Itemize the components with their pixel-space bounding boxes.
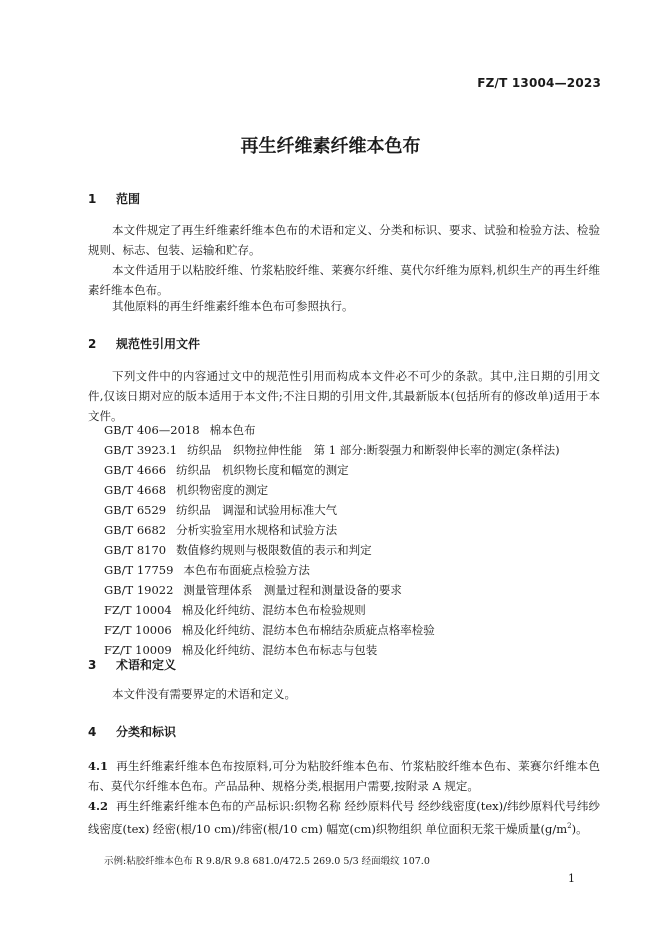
clause-number: 4.2 bbox=[88, 799, 109, 813]
reference-item bbox=[104, 560, 560, 580]
reference-code: FZ/T 10009 bbox=[104, 643, 172, 657]
reference-code: GB/T 3923.1 bbox=[104, 443, 178, 457]
section-1-paragraph-1: 本文件规定了再生纤维素纤维本色布的术语和定义、分类和标识、要求、试验和检验方法、检验规则、标志、包装、运输和贮存。 bbox=[88, 223, 600, 257]
reference-item bbox=[104, 620, 560, 640]
reference-title: 棉及化纤纯纺、混纺本色布检验规则 bbox=[181, 603, 366, 617]
standard-code: FZ/T 13004—2023 bbox=[477, 76, 601, 90]
reference-item bbox=[104, 520, 560, 540]
reference-title: 棉及化纤纯纺、混纺本色布棉结杂质疵点格率检验 bbox=[181, 623, 435, 637]
reference-title: 纺织品 调湿和试验用标准大气 bbox=[176, 503, 338, 517]
reference-code: GB/T 6529 bbox=[104, 503, 167, 517]
section-3-heading bbox=[88, 656, 176, 673]
reference-item bbox=[104, 500, 560, 520]
section-1-paragraph-3: 其他原料的再生纤维素纤维本色布可参照执行。 bbox=[112, 299, 354, 313]
reference-code: GB/T 6682 bbox=[104, 523, 167, 537]
reference-item bbox=[104, 480, 560, 500]
section-1-paragraph-2: 本文件适用于以粘胶纤维、竹浆粘胶纤维、莱赛尔纤维、莫代尔纤维为原料,机织生产的再生纤维素纤维本色布。 bbox=[88, 263, 600, 297]
section-title: 范围 bbox=[116, 192, 141, 206]
reference-code: GB/T 19022 bbox=[104, 583, 174, 597]
reference-code: FZ/T 10004 bbox=[104, 603, 172, 617]
reference-title: 棉本色布 bbox=[209, 423, 256, 437]
reference-item bbox=[104, 600, 560, 620]
reference-title: 纺织品 织物拉伸性能 第 1 部分:断裂强力和断裂伸长率的测定(条样法) bbox=[187, 443, 560, 457]
reference-code: GB/T 8170 bbox=[104, 543, 167, 557]
section-title: 规范性引用文件 bbox=[116, 337, 201, 351]
section-3-paragraph: 本文件没有需要界定的术语和定义。 bbox=[112, 687, 296, 701]
clause-text: 再生纤维素纤维本色布的产品标识:织物名称 经纱原料代号 经纱线密度(tex)/纬纱原料代号纬纱线密度(tex) 经密(根/10 cm)/纬密(根/10 cm) 幅宽(cm)织物组织 单位面积无浆干燥质量(g/m bbox=[88, 799, 600, 836]
reference-item bbox=[104, 420, 560, 440]
document-title: 再生纤维素纤维本色布 bbox=[240, 136, 421, 157]
section-4-heading bbox=[88, 723, 176, 740]
reference-list bbox=[104, 420, 560, 660]
reference-item bbox=[104, 460, 560, 480]
clause-text: 再生纤维素纤维本色布按原料,可分为粘胶纤维本色布、竹浆粘胶纤维本色布、莱赛尔纤维本色布、莫代尔纤维本色布。产品品种、规格分类,根据用户需要,按附录 A 规定。 bbox=[88, 759, 600, 793]
section-title: 术语和定义 bbox=[116, 658, 177, 672]
section-number: 1 bbox=[88, 192, 97, 206]
section-title: 分类和标识 bbox=[116, 725, 177, 739]
reference-item bbox=[104, 540, 560, 560]
clause-text-tail: )。 bbox=[571, 821, 588, 836]
example-line: 示例:粘胶纤维本色布 R 9.8/R 9.8 681.0/472.5 269.0 5/3 经面缎纹 107.0 bbox=[104, 856, 430, 867]
reference-title: 测量管理体系 测量过程和测量设备的要求 bbox=[183, 583, 402, 597]
section-2-intro: 下列文件中的内容通过文中的规范性引用而构成本文件必不可少的条款。其中,注日期的引用文件,仅该日期对应的版本适用于本文件;不注日期的引用文件,其最新版本(包括所有的修改单)适用于本文件。 bbox=[88, 369, 600, 423]
reference-title: 本色布布面疵点检验方法 bbox=[183, 563, 310, 577]
reference-item bbox=[104, 580, 560, 600]
clause-4-2 bbox=[88, 796, 600, 839]
section-1-heading bbox=[88, 190, 140, 207]
reference-title: 机织物密度的测定 bbox=[176, 483, 269, 497]
section-number: 3 bbox=[88, 658, 97, 672]
superscript: 2 bbox=[567, 822, 572, 830]
reference-code: GB/T 4668 bbox=[104, 483, 167, 497]
reference-title: 数值修约规则与极限数值的表示和判定 bbox=[176, 543, 372, 557]
reference-code: GB/T 17759 bbox=[104, 563, 174, 577]
section-number: 2 bbox=[88, 337, 97, 351]
reference-code: FZ/T 10006 bbox=[104, 623, 172, 637]
reference-code: GB/T 4666 bbox=[104, 463, 167, 477]
reference-title: 纺织品 机织物长度和幅宽的测定 bbox=[176, 463, 349, 477]
reference-code: GB/T 406—2018 bbox=[104, 423, 200, 437]
page-number: 1 bbox=[568, 872, 575, 885]
section-number: 4 bbox=[88, 725, 97, 739]
reference-title: 分析实验室用水规格和试验方法 bbox=[176, 523, 338, 537]
reference-item bbox=[104, 440, 560, 460]
reference-title: 棉及化纤纯纺、混纺本色布标志与包装 bbox=[181, 643, 378, 657]
clause-4-1 bbox=[88, 756, 600, 796]
section-2-heading bbox=[88, 335, 200, 352]
clause-number: 4.1 bbox=[88, 759, 109, 773]
